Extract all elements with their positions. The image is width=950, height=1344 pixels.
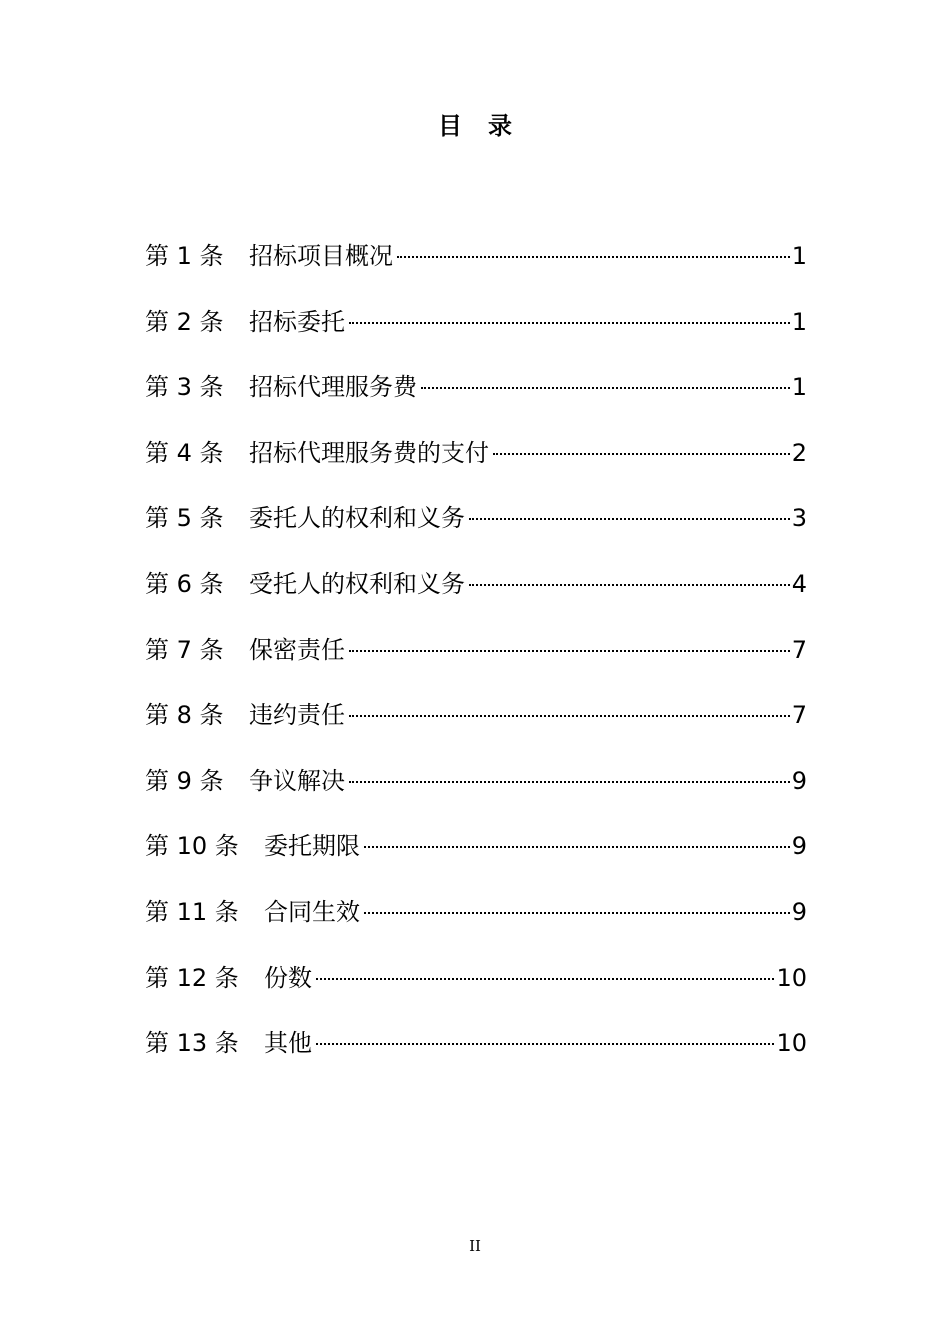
toc-entry-page: 10 — [776, 1029, 807, 1058]
toc-entry-number: 第 13 条 — [145, 1029, 239, 1058]
toc-entry[interactable] — [145, 302, 807, 368]
toc-entry-page: 7 — [791, 701, 807, 730]
dot-leader — [349, 715, 790, 717]
toc-entry-label: 份数 — [264, 963, 312, 992]
toc-entry-page: 9 — [791, 897, 807, 926]
toc-entry-page: 1 — [791, 373, 807, 402]
toc-entry-number: 第 8 条 — [145, 701, 224, 730]
dot-leader — [469, 584, 790, 586]
toc-entry-label: 委托人的权利和义务 — [249, 504, 465, 533]
toc-entry-label: 委托期限 — [264, 832, 360, 861]
title-char: 录 — [488, 112, 512, 140]
toc-entry[interactable] — [145, 367, 807, 433]
toc-entry[interactable] — [145, 761, 807, 827]
toc-entry-page: 4 — [791, 569, 807, 598]
toc-entry[interactable] — [145, 695, 807, 761]
toc-entry-page: 7 — [791, 635, 807, 664]
toc-entry[interactable] — [145, 236, 807, 302]
toc-entry-page: 1 — [791, 242, 807, 270]
toc-entry-page: 9 — [791, 832, 807, 861]
toc-entry-number: 第 1 条 — [145, 242, 224, 270]
dot-leader — [364, 912, 790, 914]
toc-entry-number: 第 5 条 — [145, 504, 224, 533]
toc-entry-number: 第 12 条 — [145, 963, 239, 992]
toc-entry[interactable] — [145, 498, 807, 564]
toc-entry-page: 10 — [776, 963, 807, 992]
toc-entry-number: 第 4 条 — [145, 438, 224, 467]
page-title — [0, 106, 950, 141]
toc-entry-number: 第 10 条 — [145, 832, 239, 861]
toc-entry-label: 招标代理服务费 — [249, 373, 417, 402]
dot-leader — [316, 978, 774, 980]
toc-entry-label: 保密责任 — [249, 635, 345, 664]
dot-leader — [397, 256, 790, 258]
toc-entry-number: 第 9 条 — [145, 766, 224, 795]
toc-entry-page: 2 — [791, 438, 807, 467]
toc-entry[interactable] — [145, 892, 807, 958]
dot-leader — [316, 1043, 774, 1045]
page-number-footer: II — [469, 1237, 481, 1255]
table-of-contents — [145, 236, 807, 1089]
toc-entry-label: 其他 — [264, 1029, 312, 1058]
toc-entry[interactable] — [145, 433, 807, 499]
title-char: 目 — [438, 112, 462, 140]
dot-leader — [349, 322, 790, 324]
toc-entry-label: 招标委托 — [249, 307, 345, 336]
toc-entry-number: 第 11 条 — [145, 897, 239, 926]
toc-entry[interactable] — [145, 958, 807, 1024]
dot-leader — [493, 453, 790, 455]
toc-entry-number: 第 7 条 — [145, 635, 224, 664]
toc-entry-page: 9 — [791, 766, 807, 795]
toc-entry[interactable] — [145, 564, 807, 630]
toc-entry[interactable] — [145, 1023, 807, 1089]
toc-entry-number: 第 3 条 — [145, 373, 224, 402]
toc-entry-label: 招标代理服务费的支付 — [249, 438, 489, 467]
dot-leader — [349, 650, 790, 652]
toc-entry-number: 第 2 条 — [145, 307, 224, 336]
toc-entry-label: 争议解决 — [249, 766, 345, 795]
dot-leader — [421, 387, 790, 389]
toc-entry[interactable] — [145, 826, 807, 892]
toc-entry-page: 3 — [791, 504, 807, 533]
toc-entry-label: 受托人的权利和义务 — [249, 569, 465, 598]
toc-entry-page: 1 — [791, 307, 807, 336]
dot-leader — [469, 518, 790, 520]
dot-leader — [349, 781, 790, 783]
toc-entry-label: 合同生效 — [264, 897, 360, 926]
dot-leader — [364, 846, 790, 848]
toc-entry-label: 违约责任 — [249, 701, 345, 730]
toc-entry[interactable] — [145, 630, 807, 696]
toc-entry-label: 招标项目概况 — [249, 242, 393, 270]
toc-entry-number: 第 6 条 — [145, 569, 224, 598]
